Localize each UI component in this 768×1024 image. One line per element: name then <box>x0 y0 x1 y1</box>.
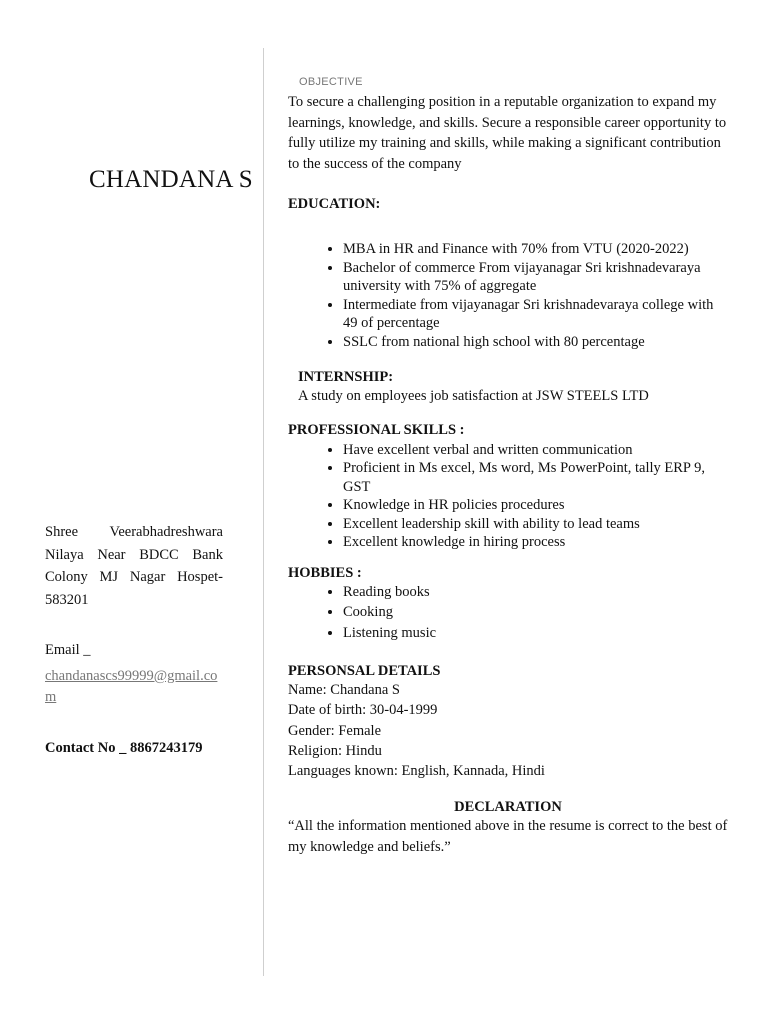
declaration-heading: DECLARATION <box>454 799 562 816</box>
column-divider <box>263 48 264 976</box>
address: Shree Veerabhadreshwara Nilaya Near BDCC Bank Colony MJ Nagar Hospet-583201 <box>45 524 223 608</box>
list-item: • Cooking <box>343 602 728 623</box>
personal-religion: Religion: Hindu <box>288 742 382 759</box>
list-item: • MBA in HR and Finance with 70% from VTU (2020-2022) <box>343 240 728 259</box>
personal-details-heading: PERSONSAL DETAILS <box>288 663 441 679</box>
personal-languages: Languages known: English, Kannada, Hindi <box>288 763 545 780</box>
list-item: • SSLC from national high school with 80 percentage <box>343 333 728 352</box>
education-list <box>288 240 728 351</box>
list-item: • Excellent leadership skill with ability to lead teams <box>343 515 728 534</box>
objective-label: OBJECTIVE <box>299 76 363 88</box>
list-item: • Excellent knowledge in hiring process <box>343 533 728 552</box>
list-item: • Have excellent verbal and written communication <box>343 441 728 460</box>
skills-heading: PROFESSIONAL SKILLS : <box>288 421 465 438</box>
hobbies-heading: HOBBIES : <box>288 564 362 581</box>
list-item: • Proficient in Ms excel, Ms word, Ms PowerPoint, tally ERP 9, GST <box>343 459 728 496</box>
skills-list <box>288 441 728 552</box>
education-heading: EDUCATION: <box>288 196 381 212</box>
list-item: • Intermediate from vijayanagar Sri krishnadevaraya college with 49 of percentage <box>343 296 728 333</box>
personal-dob: Date of birth: 30-04-1999 <box>288 702 438 719</box>
internship-text: A study on employees job satisfaction at JSW STEELS LTD <box>298 388 649 404</box>
main-column <box>288 76 728 857</box>
contact-number: Contact No _ 8867243179 <box>45 740 203 756</box>
list-item: • Knowledge in HR policies procedures <box>343 496 728 515</box>
personal-name: Name: Chandana S <box>288 682 400 698</box>
hobbies-list <box>288 582 728 644</box>
objective-text: To secure a challenging position in a reputable organization to expand my learnings, knowledge, and skills. Secure a responsible career opportunity to fully utilize my training and skills, while making a significant contribution to the success of the company <box>288 94 727 172</box>
email-label: Email _ <box>45 642 91 658</box>
email-link[interactable]: chandanascs99999@gmail.com <box>45 668 218 705</box>
list-item: • Bachelor of commerce From vijayanagar Sri krishnadevaraya university with 75% of aggregate <box>343 259 728 296</box>
internship-section <box>288 369 728 407</box>
candidate-name: CHANDANA S <box>89 166 253 193</box>
list-item: • Reading books <box>343 582 728 603</box>
declaration-text: “All the information mentioned above in the resume is correct to the best of my knowledge and beliefs.” <box>288 818 728 855</box>
personal-gender: Gender: Female <box>288 722 382 739</box>
list-item: • Listening music <box>343 623 728 644</box>
internship-heading: INTERNSHIP: <box>298 369 394 385</box>
